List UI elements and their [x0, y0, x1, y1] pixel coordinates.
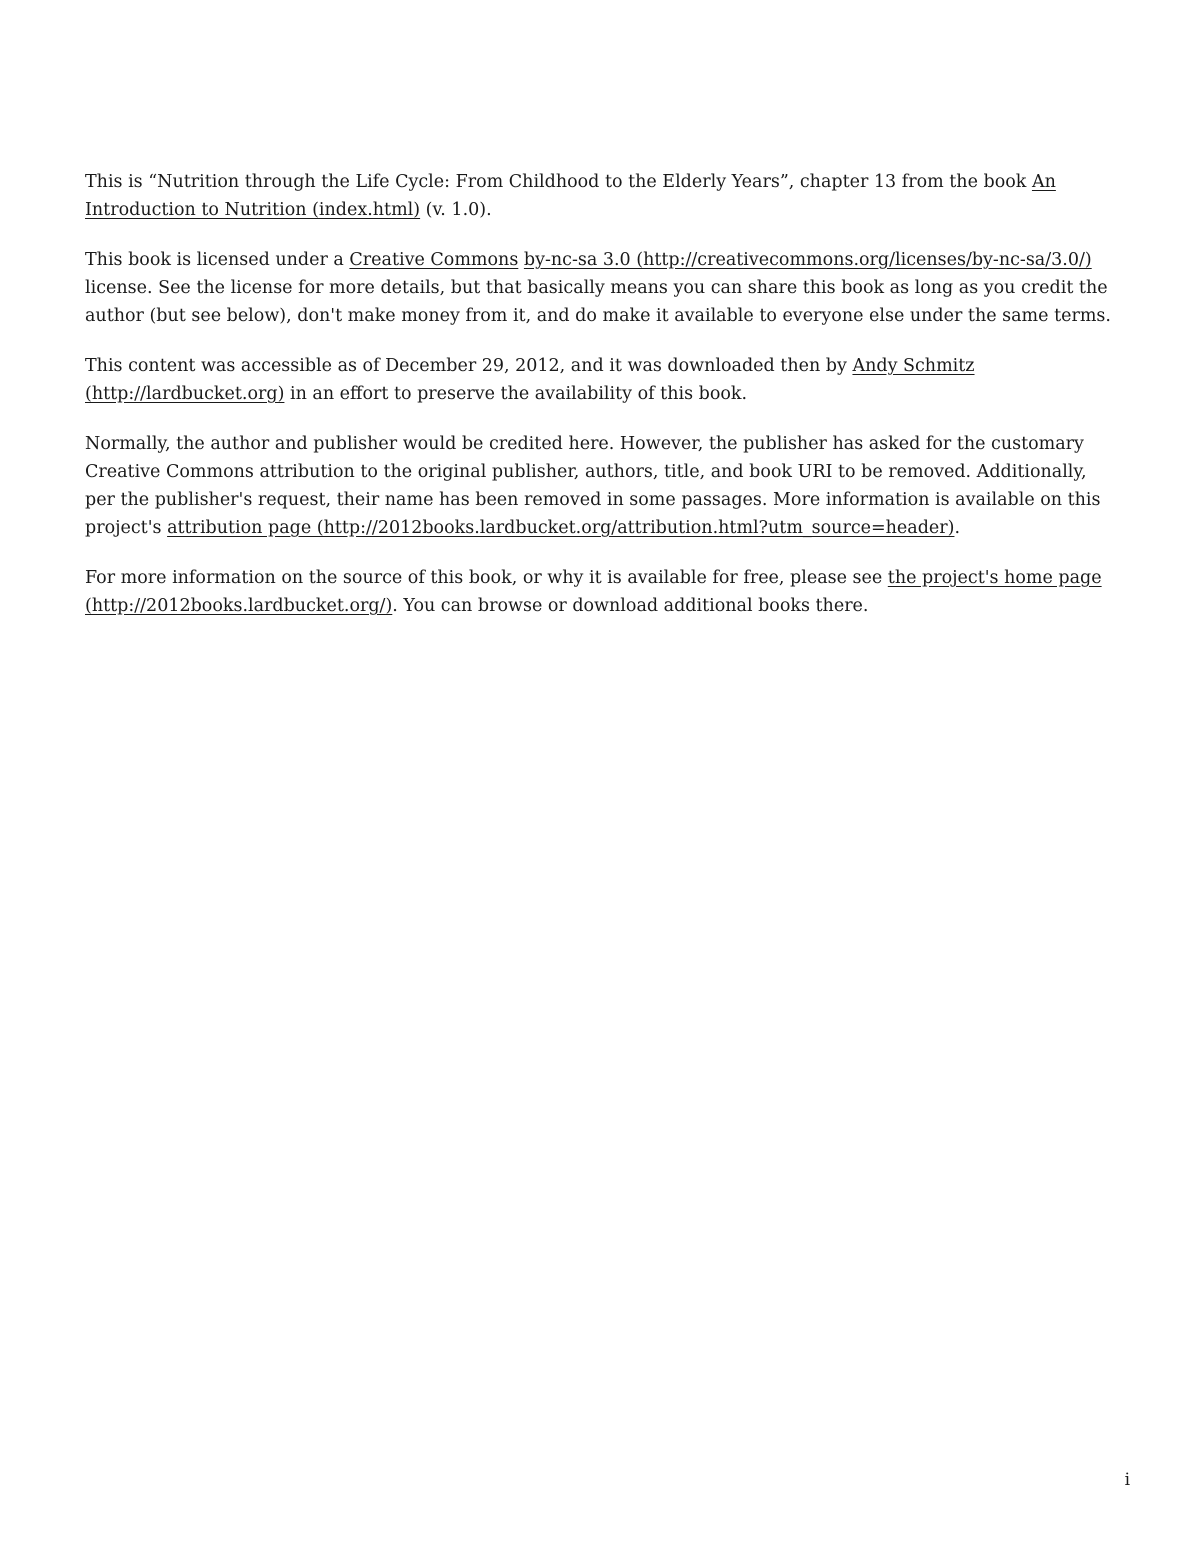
license-paragraph	[85, 246, 1120, 330]
attribution-page-link[interactable]: attribution page (http://2012books.lardbucket.org/attribution.html?utm_source=header)	[167, 518, 955, 538]
text: . You can browse or download additional books there.	[392, 596, 869, 616]
text: .	[954, 518, 961, 538]
project-info-paragraph	[85, 564, 1120, 620]
text: (v. 1.0).	[420, 200, 492, 220]
text: This is “Nutrition through the Life Cycle: From Childhood to the Elderly Years”, chapter 13 from the book	[85, 172, 1032, 192]
book-source-paragraph	[85, 168, 1120, 224]
license-link[interactable]: by-nc-sa 3.0 (http://creativecommons.org/licenses/by-nc-sa/3.0/)	[523, 250, 1092, 270]
andy-schmitz-link[interactable]: Andy Schmitz (http://lardbucket.org)	[85, 356, 975, 404]
text: This content was accessible as of December 29, 2012, and it was downloaded then by	[85, 356, 853, 376]
download-info-paragraph	[85, 352, 1120, 408]
text: For more information on the source of this book, or why it is available for free, please see	[85, 568, 888, 588]
project-home-page-link[interactable]: the project's home page (http://2012books.lardbucket.org/)	[85, 568, 1102, 616]
book-index-link[interactable]: An Introduction to Nutrition (index.html)	[85, 172, 1056, 220]
creative-commons-link[interactable]: Creative Commons	[349, 250, 519, 270]
text: Normally, the author and publisher would be credited here. However, the publisher has asked for the customary Creative Commons attribution to the original publisher, authors, title, and book URI to be removed. Additionally, per the publisher's request, their name has been removed in some passages. More information is available on this project's	[85, 434, 1101, 538]
text: This book is licensed under a	[85, 250, 350, 270]
page-content	[85, 168, 1120, 642]
text: license. See the license for more details, but that basically means you can share this book as long as you credit the author (but see below), don't make money from it, and do make it available to everyone else under the same terms.	[85, 278, 1111, 326]
text: in an effort to preserve the availability of this book.	[284, 384, 748, 404]
page-number: i	[1124, 1470, 1130, 1490]
attribution-paragraph	[85, 430, 1120, 542]
